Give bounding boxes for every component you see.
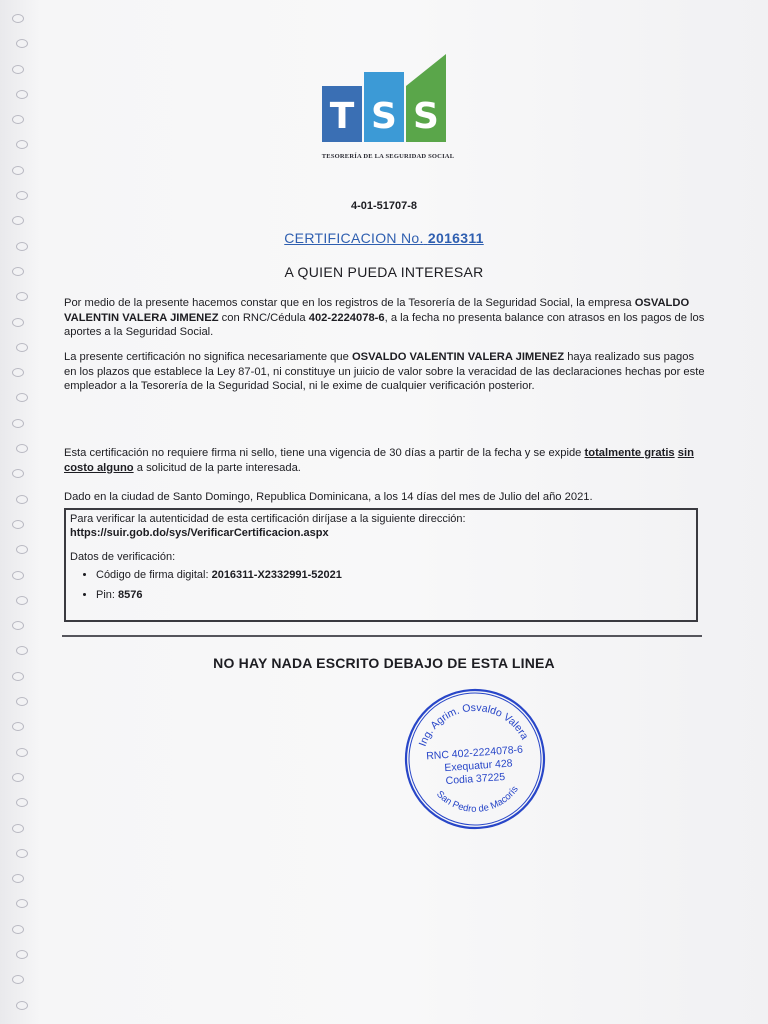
logo-letter-t: T (329, 96, 355, 137)
logo-subtitle: TESORERÍA DE LA SEGURIDAD SOCIAL (321, 153, 455, 160)
binder-hole (16, 849, 28, 858)
certificate-prefix: CERTIFICACION No. (284, 230, 424, 246)
p1-text-2: con RNC/Cédula (221, 311, 306, 324)
binder-hole (16, 748, 28, 757)
verification-list (70, 568, 692, 602)
p3-underline-2: sin costo alguno (64, 447, 694, 474)
footer-notice: NO HAY NADA ESCRITO DEBAJO DE ESTA LINEA (213, 655, 555, 671)
rubber-stamp (402, 686, 548, 832)
pin-value: 8576 (118, 589, 143, 601)
binder-hole (12, 773, 24, 782)
verification-box (64, 508, 698, 622)
binder-hole (12, 672, 24, 681)
binder-hole (12, 925, 24, 934)
binder-hole (16, 90, 28, 99)
stamp-arc-bottom: San Pedro de Macorís (434, 784, 521, 815)
divider-line (62, 635, 702, 637)
binder-hole (16, 697, 28, 706)
p1-text-3: , a la fecha no presenta balance con atrasos en los pagos de los aportes a la Seguridad Social. (64, 311, 705, 338)
binder-hole (12, 216, 24, 225)
p2-name: OSVALDO VALENTIN VALERA JIMENEZ (351, 351, 565, 363)
stamp-codia: Codia 37225 (445, 770, 506, 788)
binder-hole (16, 545, 28, 554)
binder-hole (16, 899, 28, 908)
certificate-number: 2016311 (427, 230, 484, 246)
stamp-arc-top: Ing. Agrim. Osvaldo Valera (416, 701, 531, 749)
signature-value: 2016311-X2332991-52021 (211, 569, 342, 581)
p3-text-1: Esta certificación no requiere firma ni sello, tiene una vigencia de 30 días a partir de la fecha y se expide (64, 447, 582, 459)
paragraph-4: Dado en la ciudad de Santo Domingo, Republica Dominicana, a los 14 días del mes de Julio del año 2021. (64, 491, 593, 503)
binder-hole (12, 14, 24, 23)
verification-signature-item (96, 568, 692, 582)
binder-hole (12, 419, 24, 428)
binder-hole (16, 798, 28, 807)
salutation: A QUIEN PUEDA INTERESAR (284, 264, 484, 280)
binder-hole (16, 140, 28, 149)
binder-hole (12, 722, 24, 731)
binder-hole (12, 520, 24, 529)
stamp-graphic (402, 686, 548, 832)
verification-data-label: Datos de verificación: (70, 551, 176, 563)
paragraph-3 (64, 446, 706, 475)
pin-label: Pin: (96, 589, 115, 601)
p1-rnc: 402-2224078-6 (308, 311, 385, 324)
logo-letter-s2: S (413, 96, 439, 137)
paragraph-2 (64, 350, 706, 394)
p2-text-2: haya realizado sus pagos en los plazos que establece la Ley 87-01, ni constituye un juicio de valor sobre la veracidad de las declaraciones hechas por este empleador a la Tesorería de la Seguridad Social, ni le exime de cualquier verificación posterior. (64, 351, 705, 392)
binder-hole (16, 39, 28, 48)
stamp-rnc: RNC 402-2224078-6 (425, 743, 524, 763)
verification-pin-item (96, 588, 692, 602)
binder-hole (16, 191, 28, 200)
binder-hole (16, 495, 28, 504)
verification-url[interactable]: https://suir.gob.do/sys/VerificarCertificacion.aspx (70, 527, 329, 539)
logo-letter-s1: S (371, 96, 397, 137)
binder-hole (12, 65, 24, 74)
binder-hole (16, 596, 28, 605)
tss-logo-graphic (318, 50, 458, 160)
binder-hole (12, 115, 24, 124)
p1-text-1: Por medio de la presente hacemos constar que en los registros de la Tesorería de la Seguridad Social, la empresa (64, 297, 632, 309)
binder-hole (12, 975, 24, 984)
binder-hole (16, 393, 28, 402)
p1-name: OSVALDO VALENTIN VALERA JIMENEZ (64, 297, 690, 324)
certificate-title (0, 230, 768, 246)
verification-intro: Para verificar la autenticidad de esta certificación diríjase a la siguiente dirección: (70, 513, 466, 525)
tss-logo (318, 50, 458, 160)
binder-hole (16, 950, 28, 959)
binder-hole (12, 368, 24, 377)
paragraph-1 (64, 296, 706, 340)
reference-number: 4-01-51707-8 (350, 200, 418, 212)
p3-underline-1: totalmente gratis (584, 447, 675, 459)
binder-hole (16, 444, 28, 453)
binder-hole (16, 343, 28, 352)
signature-label: Código de firma digital: (96, 569, 209, 581)
stamp-exequatur: Exequatur 428 (443, 757, 513, 775)
p3-text-2: a solicitud de la parte interesada. (136, 461, 301, 474)
binder-hole (16, 292, 28, 301)
binder-hole (12, 571, 24, 580)
binder-hole (12, 318, 24, 327)
binder-hole (12, 621, 24, 630)
binder-hole (12, 166, 24, 175)
binder-hole (12, 469, 24, 478)
binder-holes (12, 14, 38, 1010)
binder-hole (12, 824, 24, 833)
p2-text-1: La presente certificación no significa necesariamente que (64, 351, 349, 363)
binder-hole (12, 874, 24, 883)
binder-hole (16, 1001, 28, 1010)
